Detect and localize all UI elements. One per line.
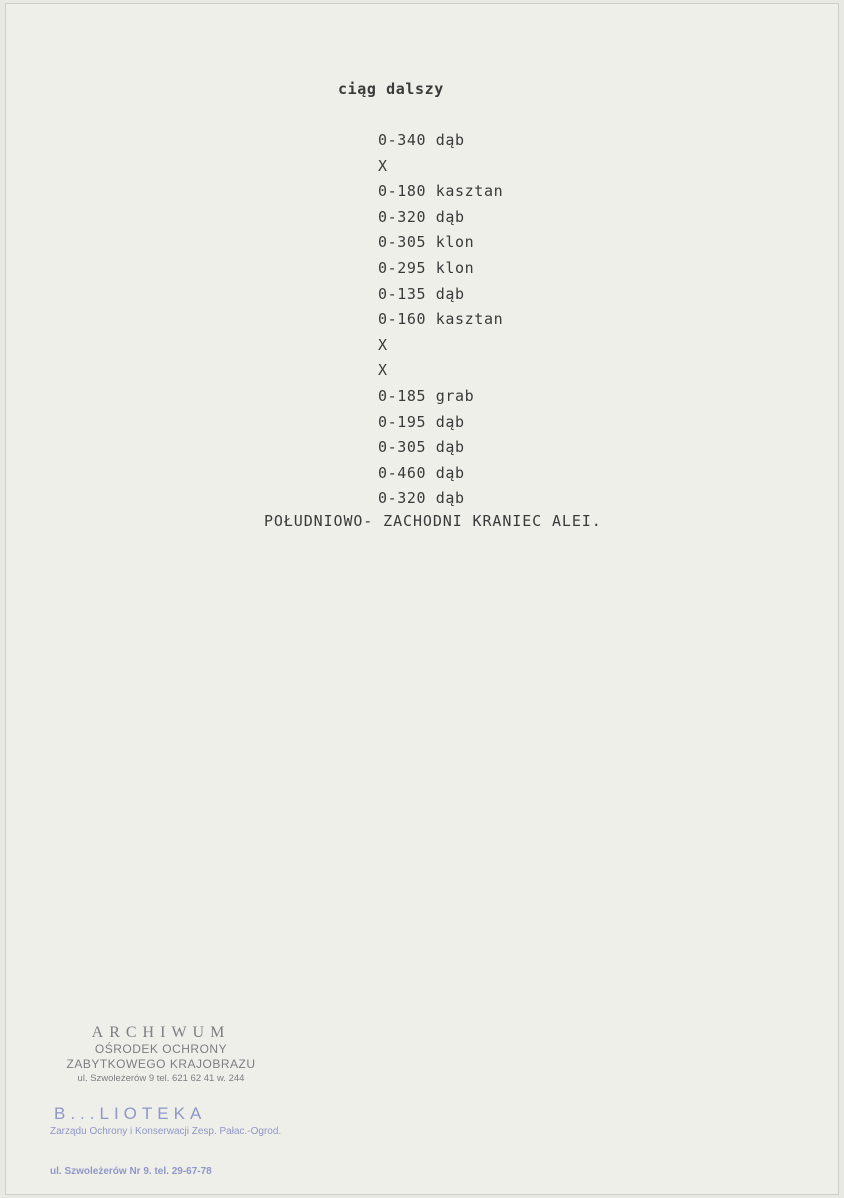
list-item: 0-305 klon	[378, 233, 475, 252]
list-item: 0-135 dąb	[378, 284, 465, 303]
archive-stamp-line: OŚRODEK OCHRONY	[94, 1042, 228, 1056]
library-stamp-line: Zarządu Ochrony i Konserwacji Zesp. Pałac.-Ogrod.	[50, 1126, 282, 1137]
list-item: 0-180 kasztan	[378, 182, 504, 201]
list-item: 0-185 grab	[378, 386, 475, 405]
document-page	[5, 3, 839, 1195]
list-item: 0-320 dąb	[378, 207, 465, 226]
closing-line: POŁUDNIOWO- ZACHODNI KRANIEC ALEI.	[264, 512, 602, 530]
list-item: X	[378, 156, 388, 175]
archive-stamp-address: ul. Szwoleżerów 9 tel. 621 62 41 w. 244	[77, 1073, 245, 1084]
list-item: 0-320 dąb	[378, 489, 465, 508]
archive-stamp	[46, 1024, 276, 1086]
archive-stamp-line: ZABYTKOWEGO KRAJOBRAZU	[66, 1057, 256, 1071]
archive-stamp-heading: ARCHIWUM	[91, 1024, 231, 1041]
list-item: 0-160 kasztan	[378, 310, 504, 329]
library-stamp-address: ul. Szwoleżerów Nr 9. tel. 29-67-78	[50, 1166, 212, 1177]
list-item: 0-460 dąb	[378, 463, 465, 482]
list-item: 0-195 dąb	[378, 412, 465, 431]
list-item: 0-295 klon	[378, 258, 475, 277]
library-stamp	[36, 1104, 296, 1177]
library-stamp-heading: B...LIOTEKA	[54, 1104, 207, 1123]
document-title: ciąg dalszy	[338, 80, 444, 98]
list-item: X	[378, 361, 388, 380]
list-item: 0-305 dąb	[378, 438, 465, 457]
list-item: X	[378, 335, 388, 354]
entry-list	[378, 128, 503, 512]
list-item: 0-340 dąb	[378, 131, 465, 149]
